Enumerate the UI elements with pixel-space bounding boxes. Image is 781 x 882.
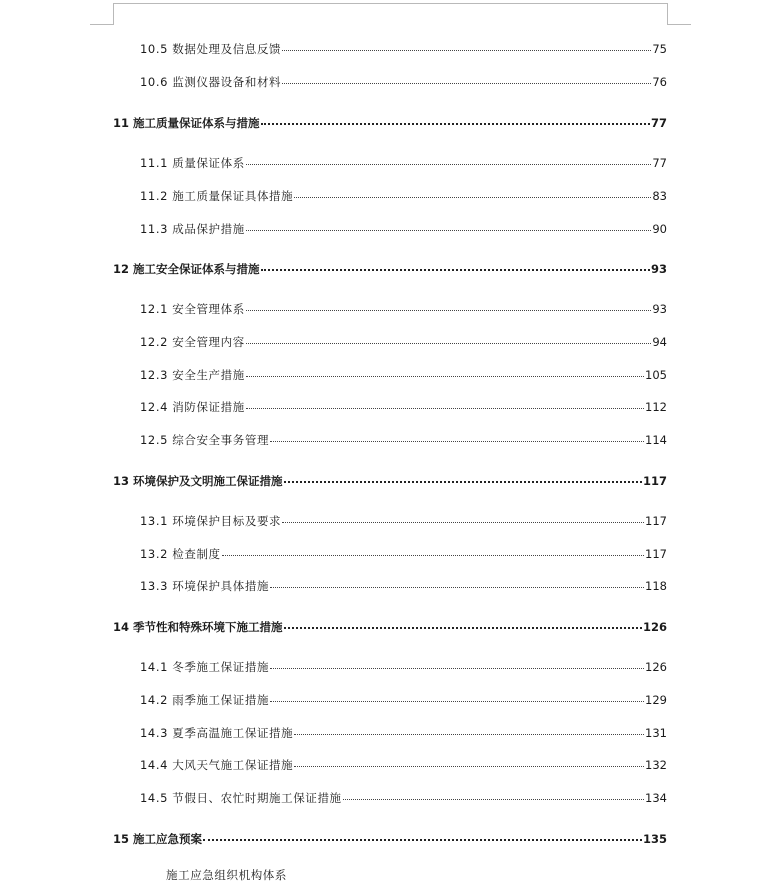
toc-chapter-title: 14 季节性和特殊环境下施工措施 — [113, 620, 283, 634]
toc-page-number: 93 — [650, 262, 667, 276]
toc-entry[interactable] — [140, 335, 667, 349]
toc-entry-clipped[interactable] — [166, 868, 667, 882]
toc-chapter-entry[interactable] — [113, 262, 667, 276]
dot-leader — [294, 197, 651, 198]
toc-entry[interactable] — [140, 368, 667, 382]
toc-entry-title: 14.3 夏季高温施工保证措施 — [140, 726, 294, 740]
toc-page-number: 134 — [645, 791, 667, 805]
toc-page-number: 117 — [645, 547, 667, 561]
dot-leader — [270, 668, 644, 669]
toc-chapter-title: 12 施工安全保证体系与措施 — [113, 262, 260, 276]
toc-chapter-title: 15 施工应急预案 — [113, 832, 203, 846]
toc-entry-title: 12.4 消防保证措施 — [140, 400, 245, 414]
toc-entry-title: 施工应急组织机构体系 — [166, 868, 287, 882]
toc-entry[interactable] — [140, 156, 667, 170]
toc-entry-title: 12.2 安全管理内容 — [140, 335, 245, 349]
toc-page-number: 75 — [652, 42, 667, 56]
dot-leader — [282, 83, 651, 84]
toc-entry-title: 13.1 环境保护目标及要求 — [140, 514, 282, 528]
toc-page-number: 126 — [642, 620, 667, 634]
toc-entry[interactable] — [140, 75, 667, 89]
toc-page-number: 131 — [645, 726, 667, 740]
dot-leader — [261, 123, 650, 125]
toc-entry[interactable] — [140, 433, 667, 447]
dot-leader — [294, 766, 644, 767]
toc-entry[interactable] — [140, 400, 667, 414]
toc-page-number: 132 — [645, 758, 667, 772]
toc-entry[interactable] — [140, 758, 667, 772]
dot-leader — [270, 701, 644, 702]
dot-leader — [246, 310, 651, 311]
toc-entry-title: 11.2 施工质量保证具体措施 — [140, 189, 294, 203]
dot-leader — [261, 269, 650, 271]
toc-entry-title: 10.5 数据处理及信息反馈 — [140, 42, 282, 56]
dot-leader — [270, 441, 644, 442]
toc-page-number: 76 — [652, 75, 667, 89]
toc-page-number: 129 — [645, 693, 667, 707]
toc-entry[interactable] — [140, 514, 667, 528]
toc-page-number: 77 — [650, 116, 667, 130]
toc-entry[interactable] — [140, 660, 667, 674]
toc-entry[interactable] — [140, 42, 667, 56]
toc-entry[interactable] — [140, 189, 667, 203]
toc-entry-title: 10.6 监测仪器设备和材料 — [140, 75, 282, 89]
dot-leader — [246, 376, 644, 377]
dot-leader — [203, 839, 642, 841]
toc-page-number: 77 — [652, 156, 667, 170]
toc-entry-title: 14.1 冬季施工保证措施 — [140, 660, 270, 674]
dot-leader — [246, 230, 651, 231]
toc-page-number: 83 — [652, 189, 667, 203]
toc-chapter-title: 11 施工质量保证体系与措施 — [113, 116, 260, 130]
dot-leader — [284, 627, 642, 629]
toc-chapter-entry[interactable] — [113, 620, 667, 634]
toc-chapter-entry[interactable] — [113, 832, 667, 846]
toc-page-number: 105 — [645, 368, 667, 382]
toc-page-number: 90 — [652, 222, 667, 236]
toc-page-number: 112 — [645, 400, 667, 414]
toc-page-number: 135 — [642, 832, 667, 846]
toc-chapter-entry[interactable] — [113, 116, 667, 130]
toc-chapter-entry[interactable] — [113, 474, 667, 488]
dot-leader — [282, 522, 644, 523]
toc-page-number: 93 — [652, 302, 667, 316]
toc-page-number: 114 — [645, 433, 667, 447]
toc-page-number: 94 — [652, 335, 667, 349]
toc-entry-title: 14.2 雨季施工保证措施 — [140, 693, 270, 707]
toc-entry[interactable] — [140, 791, 667, 805]
toc-entry-title: 12.3 安全生产措施 — [140, 368, 245, 382]
dot-leader — [222, 555, 644, 556]
dot-leader — [246, 408, 644, 409]
toc-entry-title: 13.2 检查制度 — [140, 547, 221, 561]
dot-leader — [246, 343, 651, 344]
toc-entry[interactable] — [140, 302, 667, 316]
dot-leader — [246, 164, 651, 165]
toc-entry-title: 14.5 节假日、农忙时期施工保证措施 — [140, 791, 342, 805]
toc-chapter-title: 13 环境保护及文明施工保证措施 — [113, 474, 283, 488]
toc-page-number: 117 — [645, 514, 667, 528]
toc-page-number: 126 — [645, 660, 667, 674]
toc-entry[interactable] — [140, 693, 667, 707]
toc-entry[interactable] — [140, 222, 667, 236]
toc-entry[interactable] — [140, 579, 667, 593]
toc-entry-title: 13.3 环境保护具体措施 — [140, 579, 270, 593]
toc-page-number: 117 — [642, 474, 667, 488]
dot-leader — [282, 50, 651, 51]
toc-entry-title: 12.5 综合安全事务管理 — [140, 433, 270, 447]
toc-entry-title: 11.3 成品保护措施 — [140, 222, 245, 236]
toc-entry-title: 14.4 大风天气施工保证措施 — [140, 758, 294, 772]
dot-leader — [294, 734, 644, 735]
toc-entry[interactable] — [140, 726, 667, 740]
toc-page-number: 118 — [645, 579, 667, 593]
toc-entry-title: 11.1 质量保证体系 — [140, 156, 245, 170]
toc-entry-title: 12.1 安全管理体系 — [140, 302, 245, 316]
dot-leader — [343, 799, 644, 800]
dot-leader — [270, 587, 644, 588]
toc-entry[interactable] — [140, 547, 667, 561]
dot-leader — [284, 481, 642, 483]
